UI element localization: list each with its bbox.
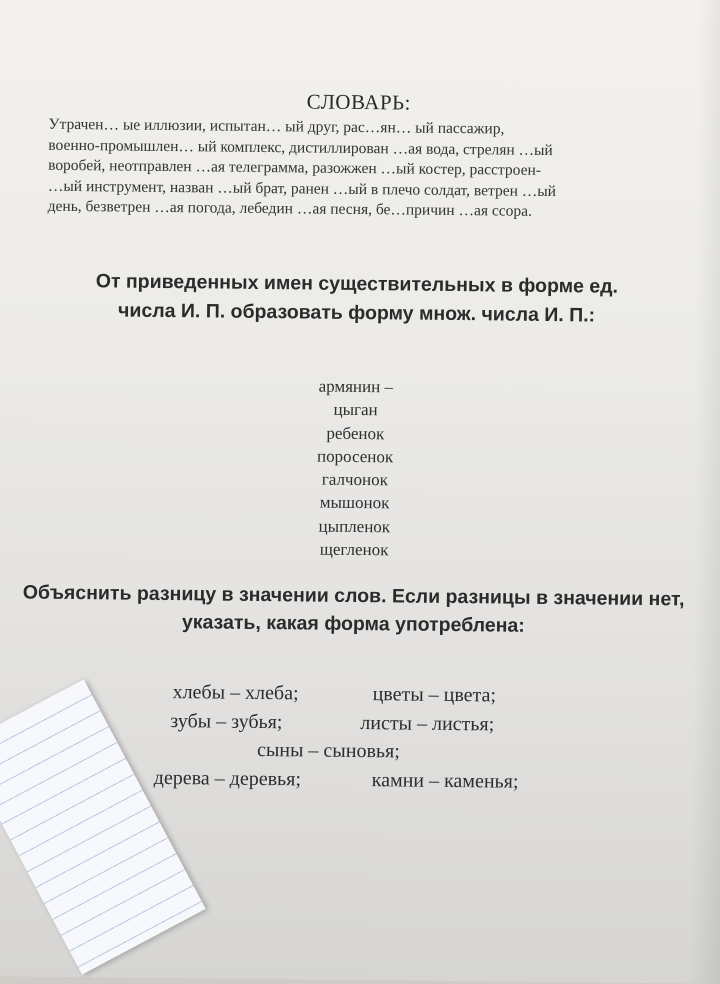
- page-title: СЛОВАРЬ:: [306, 89, 412, 115]
- vocabulary-paragraph: [48, 115, 669, 224]
- task-1-line: числа И. П. образовать форму множ. числа И. П.:: [117, 299, 596, 327]
- vocab-line: …ый инструмент, назван …ый брат, ранен …ый в плечо солдат, ветрен …ый: [47, 177, 557, 200]
- task-2-line: Объяснить разницу в значении слов. Если разницы в значении нет,: [22, 581, 685, 611]
- list-item: поросенок: [316, 446, 394, 467]
- pair-item: листы – листья;: [360, 711, 495, 735]
- task-2-line: указать, какая форма употреблена:: [181, 611, 525, 637]
- task-2-heading: [0, 578, 720, 642]
- vocab-line: военно-промышлен… ый комплекс, дистиллирован …ая вода, стрелян …ый: [48, 136, 553, 159]
- task-1-heading: [16, 266, 697, 331]
- list-item: галчонок: [321, 469, 389, 490]
- list-item: армянин –: [318, 376, 394, 397]
- pair-item: сыны – сыновья;: [256, 738, 400, 763]
- list-item: цыган: [333, 400, 378, 420]
- list-item: ребенок: [326, 423, 385, 443]
- vocab-line: воробей, неотправлен …ая телеграмма, разожжен …ый костер, расстроен-: [48, 156, 542, 179]
- vocab-line: день, безветрен …ая погода, лебедин …ая песня, бе…причин …ая ссора.: [47, 197, 533, 220]
- pair-item: цветы – цвета;: [372, 683, 497, 707]
- list-item: щегленок: [319, 539, 389, 560]
- pair-item: камни – каменья;: [371, 768, 519, 793]
- noun-word-list: [0, 371, 720, 565]
- list-item: цыпленок: [318, 516, 391, 537]
- pair-item: зубы – зубья;: [170, 709, 283, 733]
- vocab-line: Утрачен… ые иллюзии, испытан… ый друг, рас…ян… ый пассажир,: [48, 115, 505, 138]
- task-1-line: От приведенных имен существительных в форме ед.: [95, 270, 619, 298]
- pair-item: хлебы – хлеба;: [172, 681, 299, 705]
- list-item: мышонок: [319, 493, 390, 513]
- pair-item: дерева – деревья;: [153, 766, 302, 790]
